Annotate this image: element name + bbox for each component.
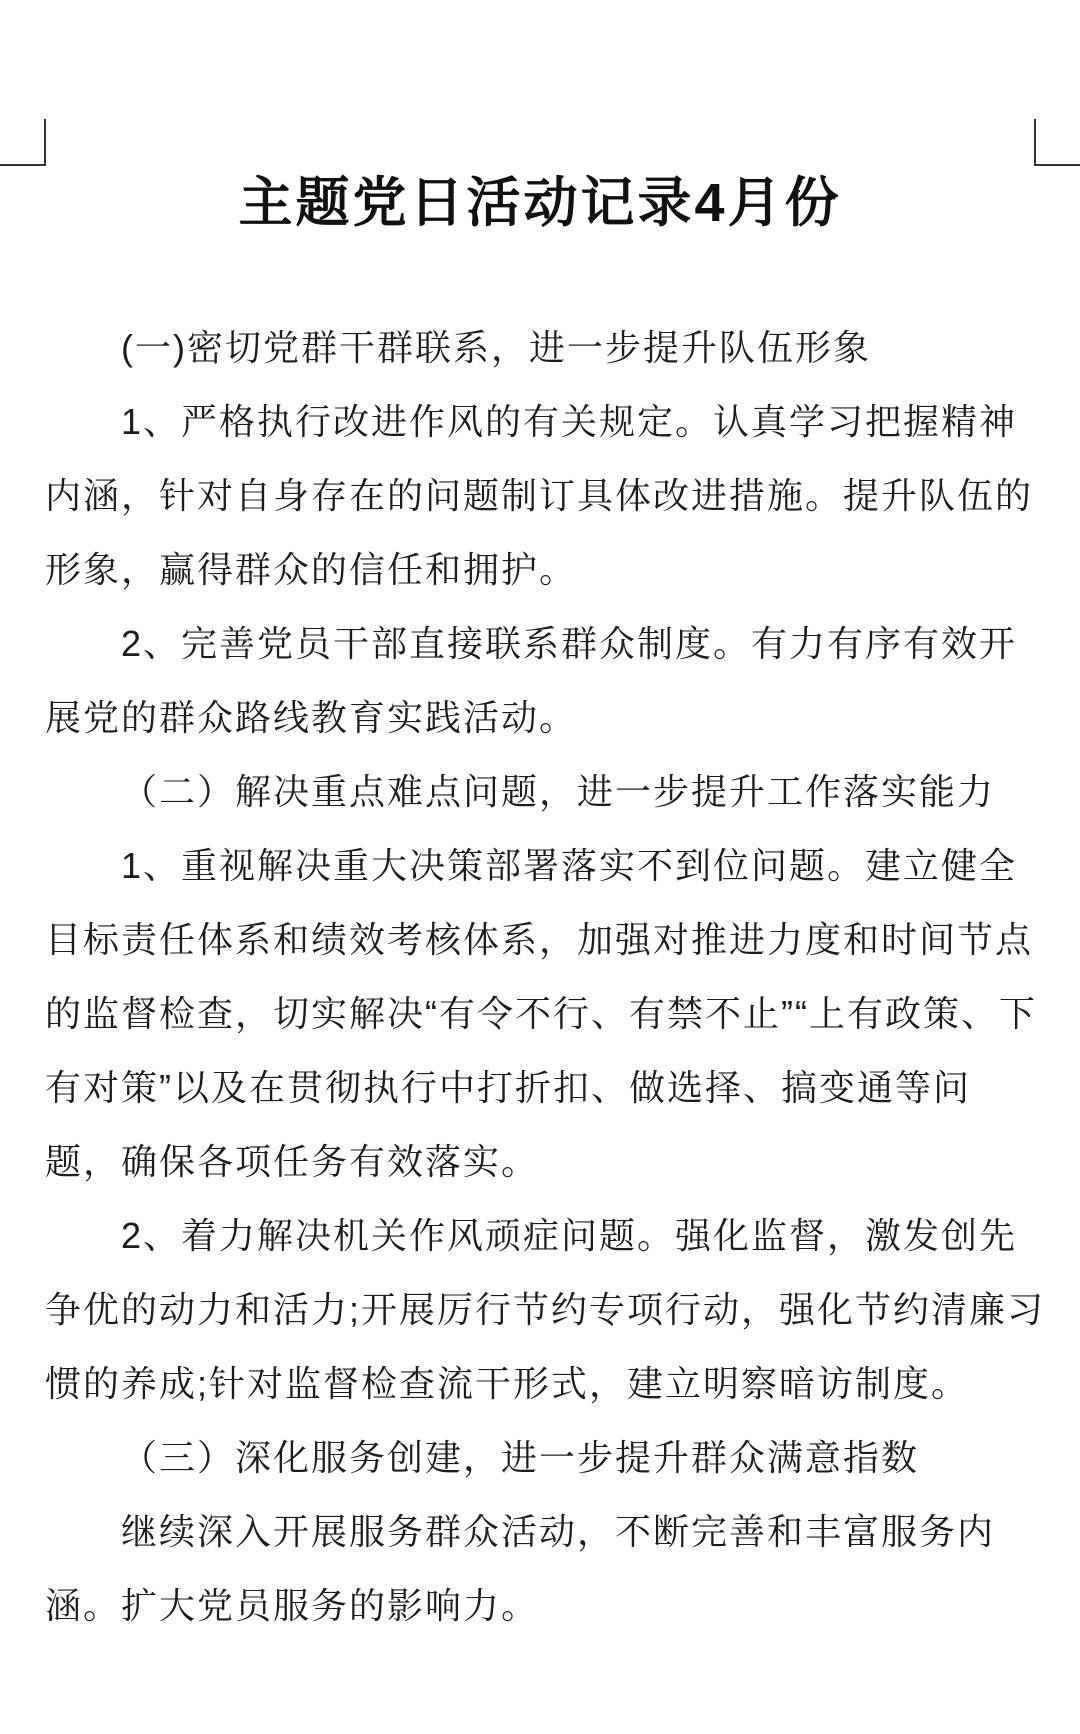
text-line: （三）深化服务创建，进一步提升群众满意指数 <box>121 1437 920 1478</box>
text-line: 涵。扩大党员服务的影响力。 <box>45 1585 540 1626</box>
text-line: 继续深入开展服务群众活动，不断完善和丰富服务内 <box>121 1511 996 1552</box>
text-line: 2、着力解决机关作风顽症问题。强化监督，激发创先 <box>121 1215 1018 1256</box>
text-line: 2、完善党员干部直接联系群众制度。有力有序有效开 <box>121 623 1018 664</box>
text-line: 的监督检查，切实解决“有令不行、有禁不止”“上有政策、下 <box>45 993 1037 1034</box>
crop-mark-top-left <box>0 119 46 166</box>
text-line: 1、重视解决重大决策部署落实不到位问题。建立健全 <box>121 845 1018 886</box>
text-line: 题，确保各项任务有效落实。 <box>45 1141 540 1182</box>
text-line: (一)密切党群干群联系，进一步提升队伍形象 <box>121 327 871 368</box>
text-line: 1、严格执行改进作风的有关规定。认真学习把握精神 <box>121 401 1018 442</box>
document-body <box>45 311 1046 1643</box>
document-title: 主题党日活动记录4月份 <box>238 173 842 233</box>
text-line: 惯的养成;针对监督检查流干形式，建立明察暗访制度。 <box>45 1363 970 1404</box>
crop-mark-top-right <box>1034 119 1080 166</box>
text-line: 争优的动力和活力;开展厉行节约专项行动，强化节约清廉习 <box>45 1289 1046 1330</box>
text-line: 展党的群众路线教育实践活动。 <box>45 697 578 738</box>
text-line: （二）解决重点难点问题，进一步提升工作落实能力 <box>121 771 996 812</box>
text-line: 内涵，针对自身存在的问题制订具体改进措施。提升队伍的 <box>45 475 1034 516</box>
text-line: 目标责任体系和绩效考核体系，加强对推进力度和时间节点 <box>45 919 1034 960</box>
text-line: 有对策”以及在贯彻执行中打折扣、做选择、搞变通等问 <box>45 1067 971 1108</box>
text-line: 形象，赢得群众的信任和拥护。 <box>45 549 578 590</box>
